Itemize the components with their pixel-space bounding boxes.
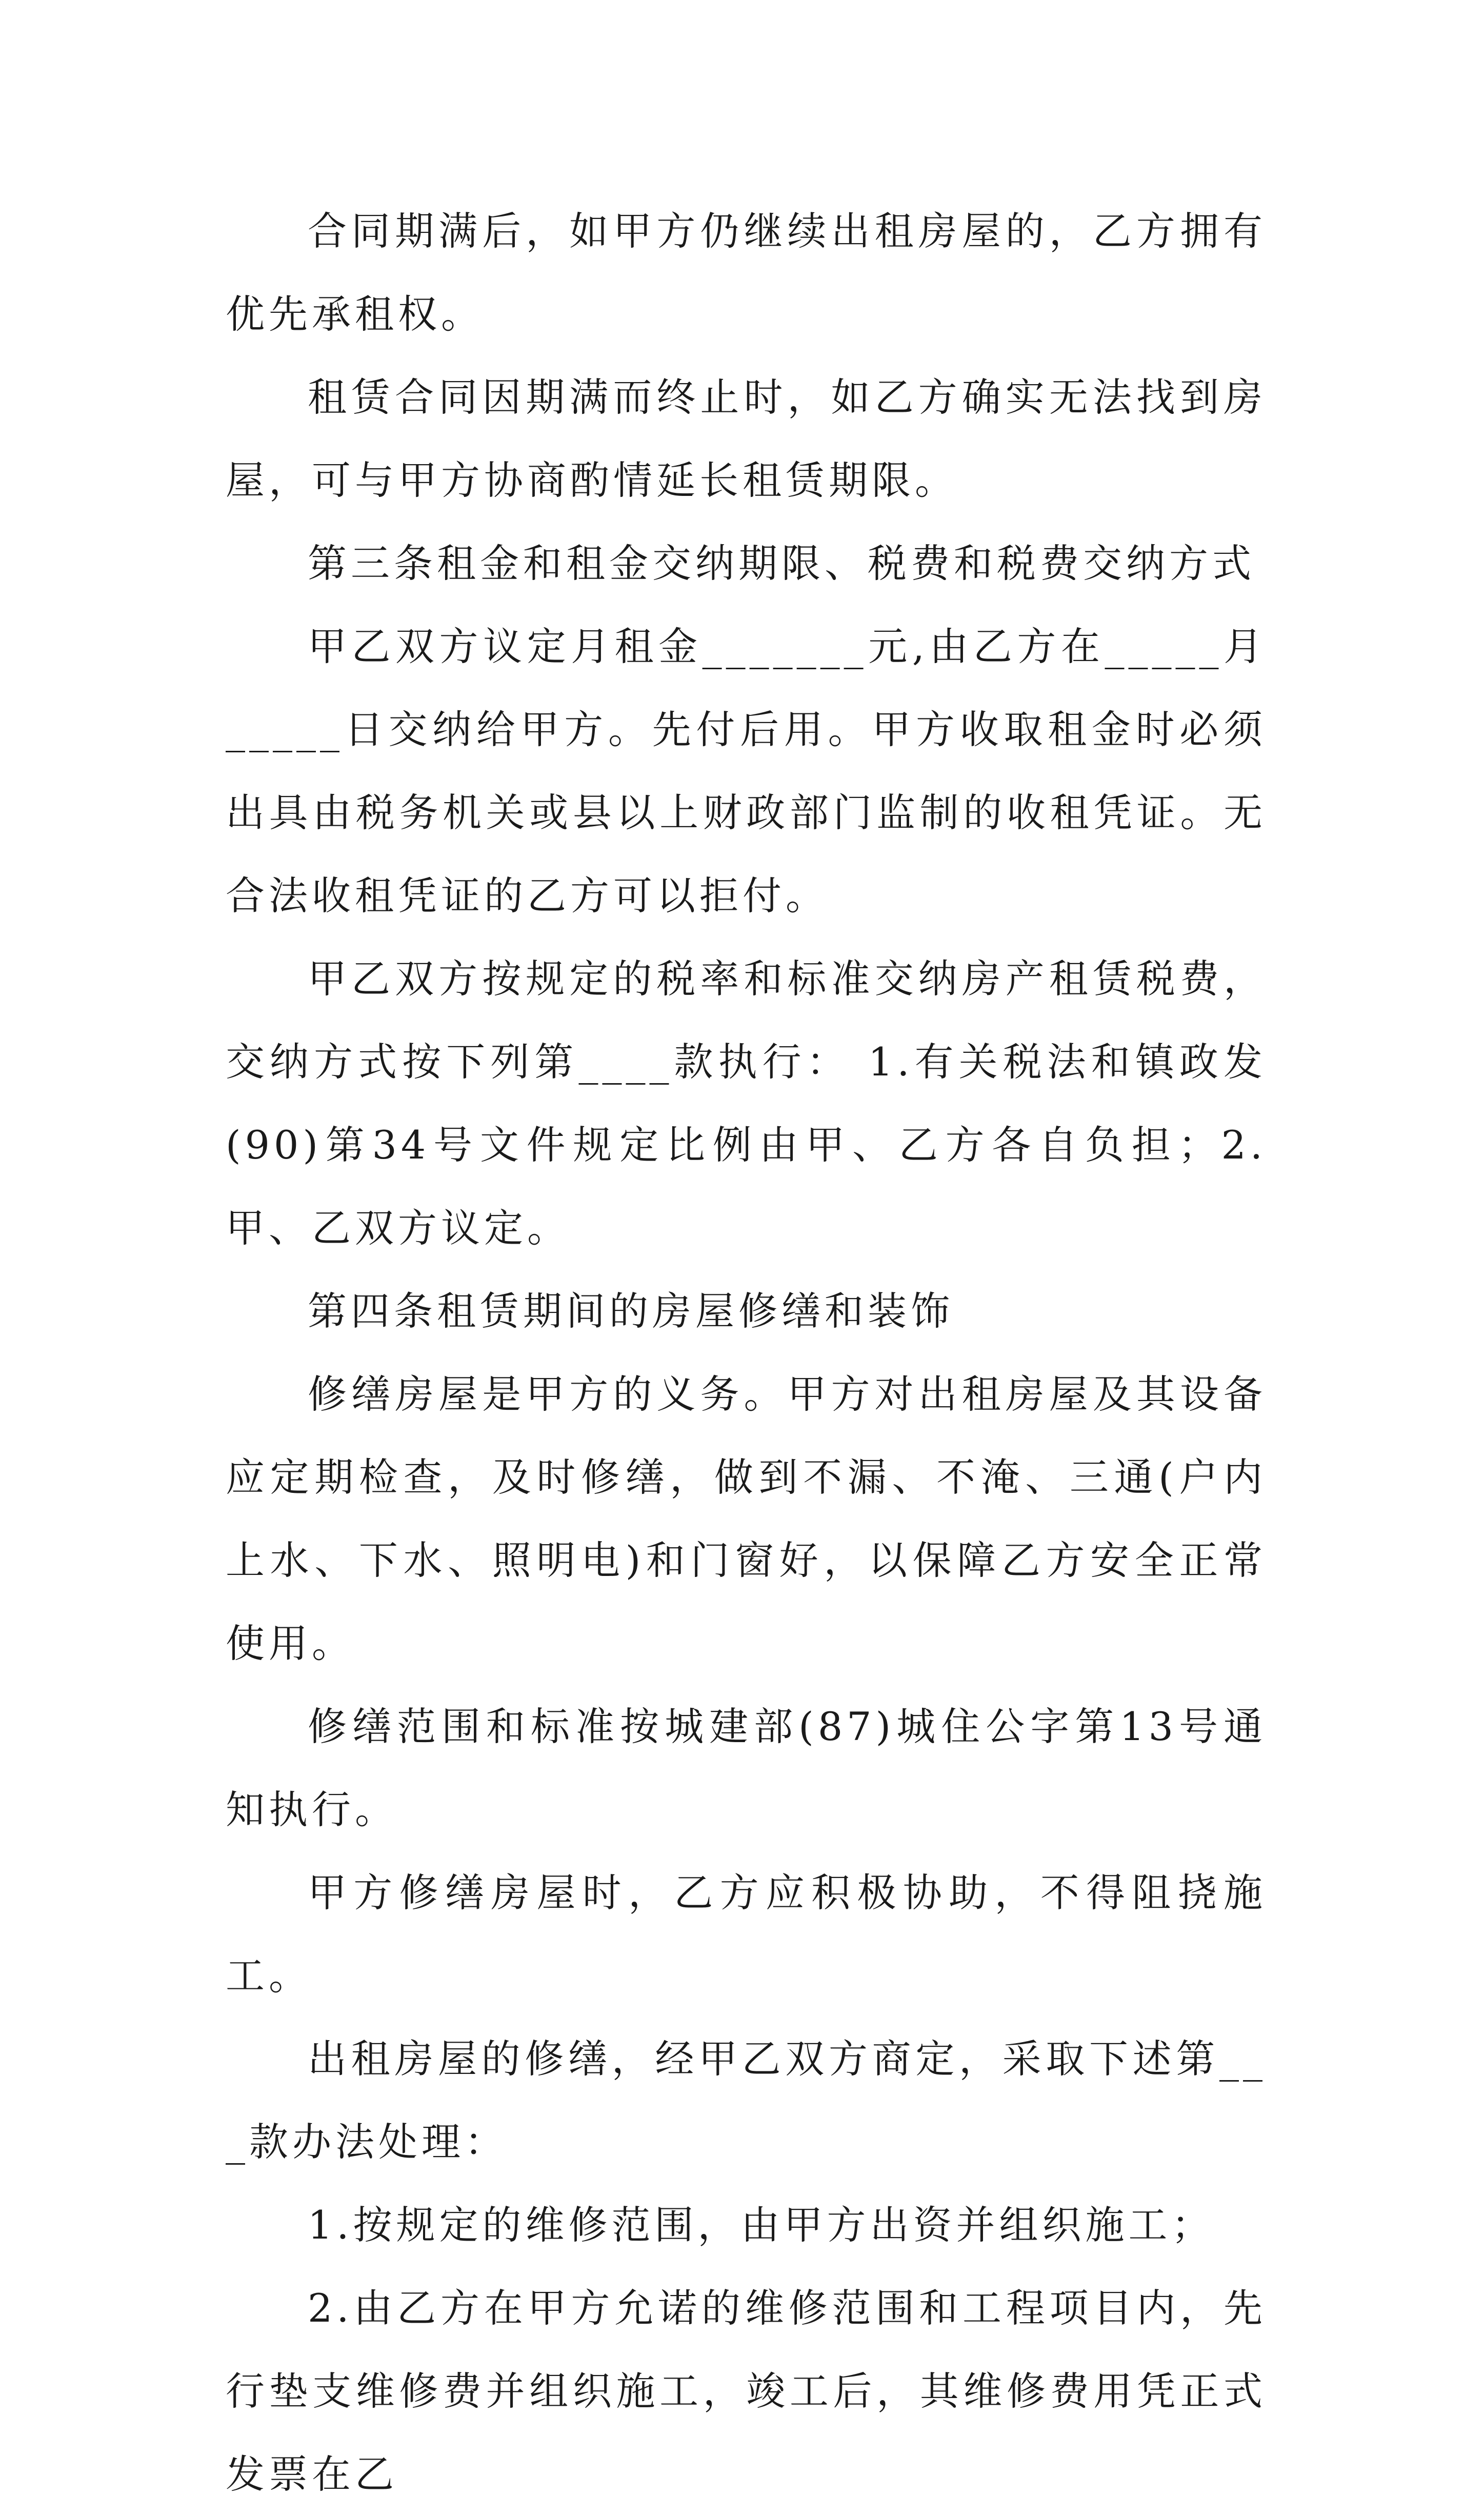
paragraph: 甲乙双方议定月租金_______元,由乙方在_____月_____日交纳给甲方。先付后用。甲方收取租金时必须出具由税务机关或县以上财政部门监制的收租凭证。无合法收租凭证的乙方可以拒付。 [226, 624, 1267, 918]
list-item: 2.由乙方在甲方允诺的维修范围和工程项目内，先行垫支维修费并组织施工，竣工后，其维修费用凭正式发票在乙 [226, 2285, 1267, 2497]
paragraph: 修缮房屋是甲方的义务。甲方对出租房屋及其设备应定期检查，及时修缮，做到不漏、不淹、三通(户内上水、下水、照明电)和门窗好，以保障乙方安全正常使用。 [226, 1371, 1267, 1666]
paragraph: 甲方修缮房屋时，乙方应积极协助，不得阻挠施工。 [226, 1870, 1267, 1999]
section-heading: 第四条租赁期间的房屋修缮和装饰 [308, 1288, 954, 1334]
paragraph: 租赁合同因期满而终止时，如乙方确实无法找到房屋，可与甲方协商酌情延长租赁期限。 [226, 374, 1267, 503]
section-heading: 第三条租金和租金交纳期限、税费和税费交纳方式 [308, 541, 1255, 586]
paragraph: 合同期满后，如甲方仍继续出租房屋的，乙方拥有优先承租权。 [226, 208, 1267, 337]
paragraph: 甲乙双方按规定的税率和标准交纳房产租赁税费，交纳方式按下列第____款执行： 1.有关税法和镇政发(90)第34号文件规定比例由甲、乙方各自负担；2.甲、乙双方议定。 [226, 956, 1267, 1251]
paragraph: 出租房屋的修缮，经甲乙双方商定，采取下述第___款办法处理： [226, 2036, 1267, 2165]
document-body [226, 190, 1267, 2516]
paragraph: 修缮范围和标准按城建部(87)城住公字第13号通知执行。 [226, 1704, 1267, 1832]
list-item: 1.按规定的维修范围，由甲方出资并组织施工； [308, 2202, 1215, 2248]
